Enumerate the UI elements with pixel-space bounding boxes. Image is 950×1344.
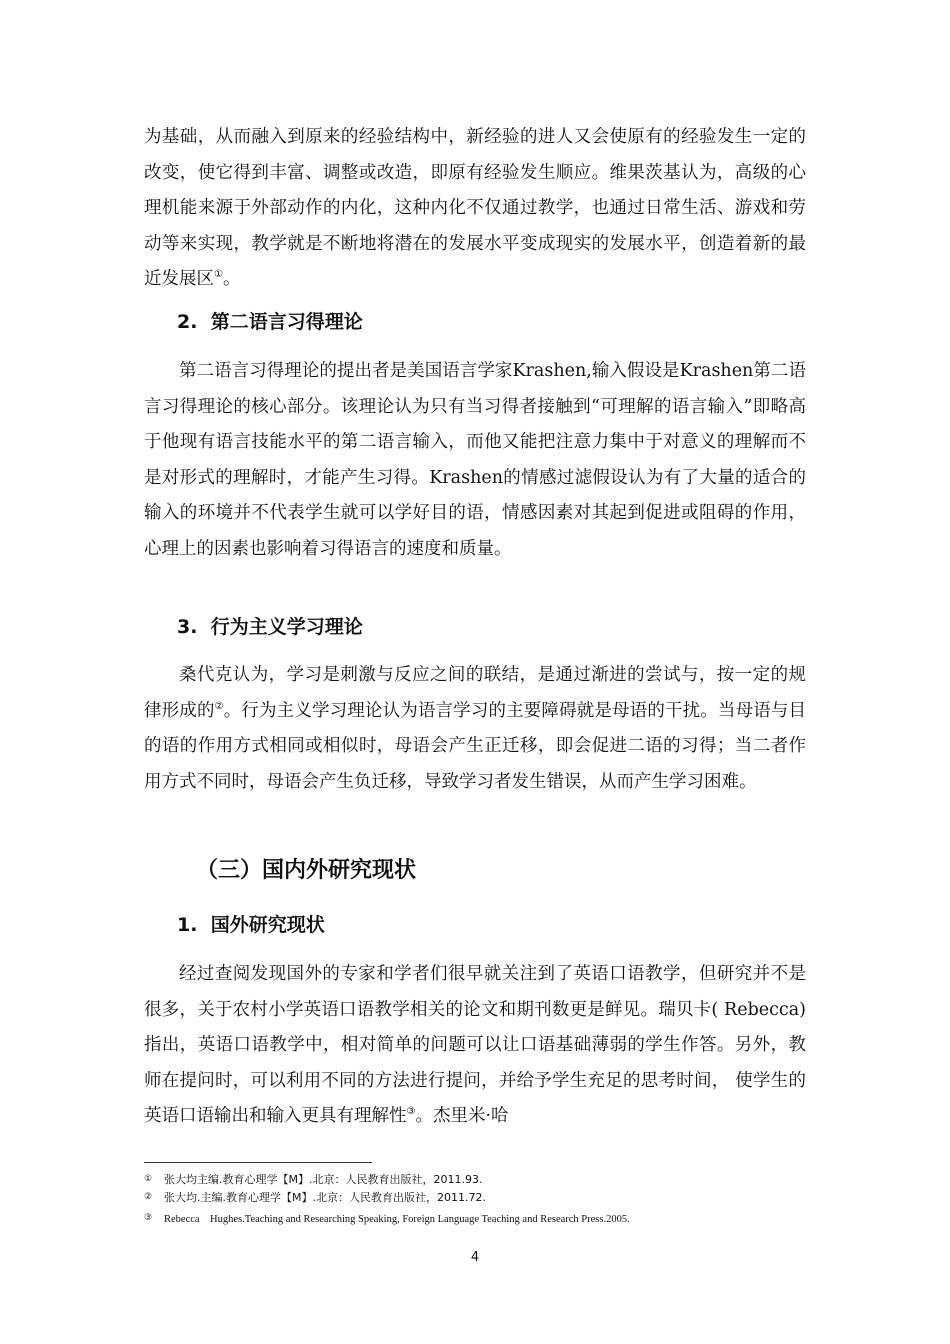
heading-behaviorism: 3. 行为主义学习理论 [177, 616, 363, 638]
paragraph-krashen: 第二语言习得理论的提出者是美国语言学家Krashen,输入假设是Krashen第二语言习得理论的核心部分。该理论认为只有当习得者接触到“可理解的语言输入”即略高于他现有语言技能水平的第二语言输入，而他又能把注意力集中于对意义的理解而不是对形式的理解时，才能产生习得。Krashen的情感过滤假设认为有了大量的适合的输入的环境并不代表学生就可以学好目的语，情感因素对其起到促进或阻碍的作用，心理上的因素也影响着习得语言的速度和质量。 [144, 361, 806, 559]
footnote-mark: ① [144, 1174, 153, 1184]
footnote-text: 张大均.主编.教育心理学【M】.北京：人民教育出版社，2011.72. [164, 1191, 486, 1204]
footnote-2 [144, 1188, 824, 1207]
footnote-mark: ③ [144, 1212, 153, 1222]
heading-second-language-acquisition: 2. 第二语言习得理论 [177, 311, 363, 333]
footnote-mark: ② [144, 1192, 153, 1202]
footnote-3 [144, 1208, 824, 1229]
heading-research-status: （三）国内外研究现状 [196, 858, 417, 883]
footnote-text: Rebecca Hughes.Teaching and Researching Speaking, Foreign Language Teaching and Research Press.2005. [164, 1214, 630, 1225]
footnote-1 [144, 1170, 824, 1189]
footnote-ref-2[interactable]: ② [214, 700, 224, 712]
footnote-text: 张大均主编.教育心理学【M】.北京：人民教育出版社，2011.93. [164, 1173, 483, 1186]
paragraph-experience-structure: 为基础，从而融入到原来的经验结构中，新经验的进人又会使原有的经验发生一定的改变，使它得到丰富、调整或改造，即原有经验发生顺应。维果茨基认为，高级的心理机能来源于外部动作的内化，这种内化不仅通过教学，也通过日常生活、游戏和劳动等来实现，教学就是不断地将潜在的发展水平变成现实的发展水平，创造着新的最近发展区①。 [144, 127, 806, 290]
page-number: 4 [470, 1250, 480, 1265]
paragraph-foreign-research: 经过查阅发现国外的专家和学者们很早就关注到了英语口语教学，但研究并不是很多，关于农村小学英语口语教学相关的论文和期刊数更是鲜见。瑞贝卡( Rebecca) 指出，英语口语教学中，相对简单的问题可以让口语基础薄弱的学生作答。另外，教师在提问时，可以利用不同的方法进行提问，并给予学生充足的思考时间， 使学生的英语口语输出和输入更具有理解性③。杰里米·哈 [144, 964, 806, 1127]
footnote-separator [144, 1162, 372, 1163]
footnote-ref-3[interactable]: ③ [406, 1106, 416, 1118]
heading-foreign-research: 1. 国外研究现状 [177, 914, 325, 936]
paragraph-thorndike: 桑代克认为，学习是刺激与反应之间的联结，是通过渐进的尝试与，按一定的规律形成的②。行为主义学习理论认为语言学习的主要障碍就是母语的干扰。当母语与目的语的作用方式相同或相似时，母语会产生正迁移，即会促进二语的习得；当二者作用方式不同时，母语会产生负迁移，导致学习者发生错误，从而产生学习困难。 [144, 665, 807, 792]
footnote-ref-1[interactable]: ① [214, 269, 223, 281]
